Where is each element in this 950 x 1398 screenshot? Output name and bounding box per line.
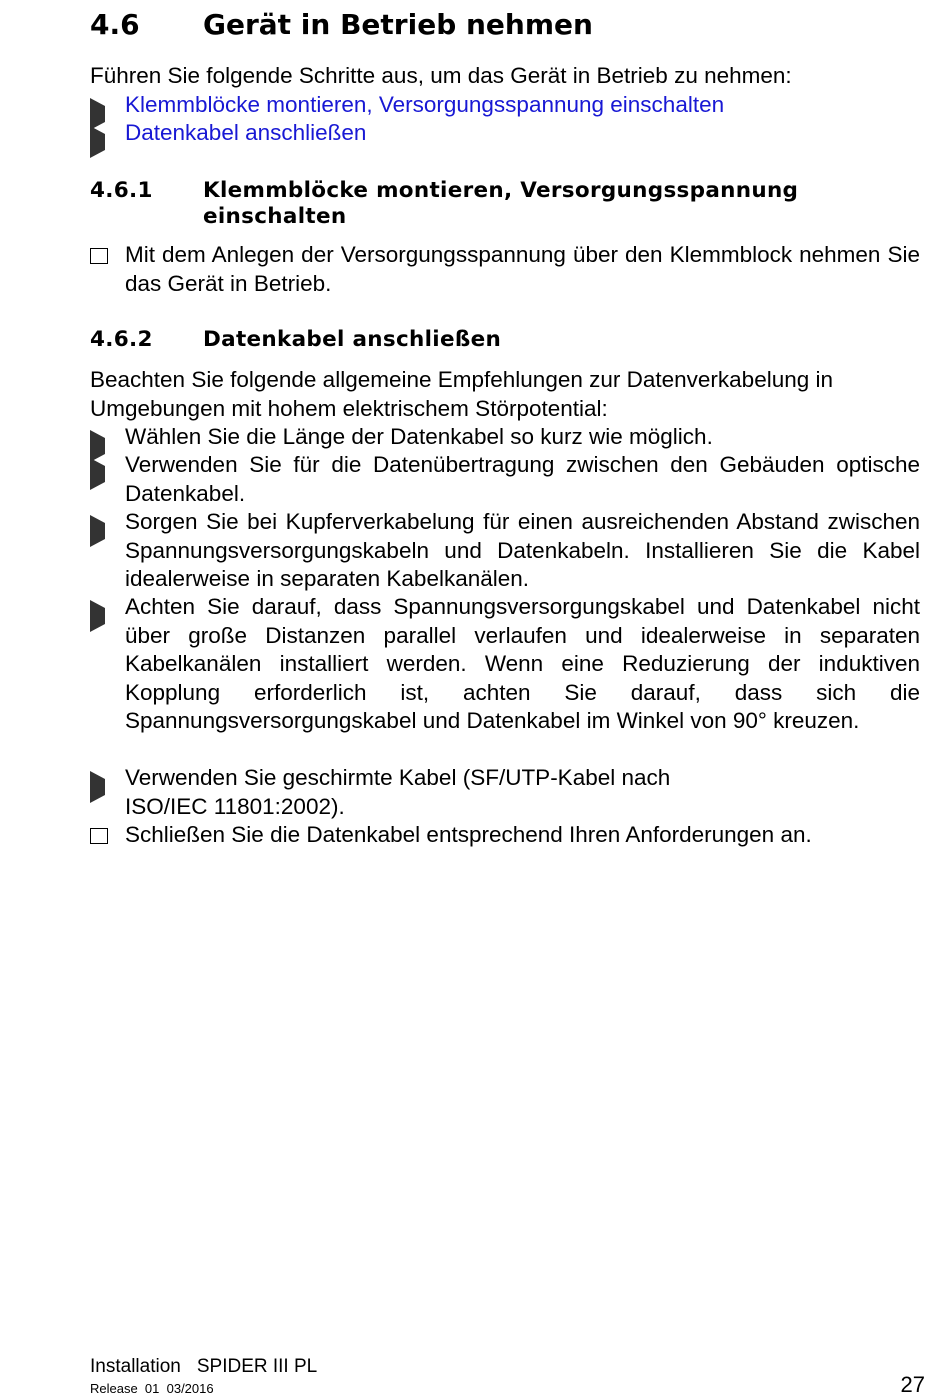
- footer-release: Release 01 03/2016: [90, 1381, 214, 1396]
- section-title: Gerät in Betrieb nehmen: [203, 8, 593, 41]
- page-number: 27: [900, 1372, 925, 1397]
- section-title-line-1: Klemmblöcke montieren, Versorgungsspannung: [203, 178, 799, 203]
- link-item[interactable]: [90, 119, 920, 148]
- bullet-text: Verwenden Sie geschirmte Kabel (SF/UTP-Kabel nach ISO/IEC 11801:2002).: [125, 765, 671, 819]
- step-text: Mit dem Anlegen der Versorgungsspannung über den Klemmblock nehmen Sie das Gerät in Betrieb.: [125, 242, 920, 296]
- arrow-bullet-icon: [90, 126, 123, 158]
- step-item: [90, 821, 920, 850]
- link-klemmbloecke[interactable]: Klemmblöcke montieren, Versorgungsspannung einschalten: [125, 92, 725, 117]
- bullet-item: [90, 593, 920, 736]
- step-text: Schließen Sie die Datenkabel entsprechend Ihren Anforderungen an.: [125, 822, 812, 847]
- intro-paragraph: Führen Sie folgende Schritte aus, um das Gerät in Betrieb zu nehmen:: [90, 63, 792, 88]
- link-item[interactable]: [90, 91, 920, 120]
- intro-paragraph: Beachten Sie folgende allgemeine Empfehlungen zur Datenverkabelung in Umgebungen mit hohem elektrischem Störpotential:: [90, 367, 834, 421]
- step-item: [90, 241, 920, 298]
- section-heading-4-6: [90, 8, 920, 41]
- footer-product: SPIDER III PL: [196, 1356, 318, 1377]
- bullet-item: [90, 764, 920, 821]
- section-number: 4.6.1: [90, 178, 153, 203]
- bullet-item: [90, 508, 920, 594]
- footer-title: [90, 1356, 317, 1378]
- section-number: 4.6.2: [90, 327, 153, 352]
- footer-section: Installation: [90, 1356, 181, 1377]
- bullet-item: [90, 423, 920, 452]
- section-number: 4.6: [90, 8, 140, 41]
- bullet-text: Wählen Sie die Länge der Datenkabel so kurz wie möglich.: [125, 424, 713, 449]
- step-checkbox-icon: [90, 828, 108, 844]
- section-heading-4-6-1: [90, 178, 920, 230]
- section-title: Datenkabel anschließen: [203, 327, 502, 352]
- bullet-text: Verwenden Sie für die Datenübertragung zwischen den Gebäuden optische Datenkabel.: [125, 452, 920, 506]
- section-title-line-2: einschalten: [203, 204, 347, 229]
- arrow-bullet-icon: [90, 771, 123, 803]
- arrow-bullet-icon: [90, 458, 123, 490]
- bullet-text: Sorgen Sie bei Kupferverkabelung für einen ausreichenden Abstand zwischen Spannungsversorgungskabeln und Datenkabeln. Installieren Sie die Kabel idealerweise in separaten Kabelkanälen.: [125, 509, 920, 591]
- bullet-text: Achten Sie darauf, dass Spannungsversorgungskabel und Datenkabel nicht über große Distanzen parallel verlaufen und idealerweise in separaten Kabelkanälen installiert werden. Wenn eine Reduzierung der induktiven Kopplung erforderlich ist, achten Sie darauf, dass sich die Spannungsversorgungskabel und Datenkabel im Winkel von 90° kreuzen.: [125, 594, 920, 733]
- section-heading-4-6-2: [90, 327, 920, 353]
- link-datenkabel[interactable]: Datenkabel anschließen: [125, 120, 367, 145]
- arrow-bullet-icon: [90, 515, 123, 547]
- step-checkbox-icon: [90, 248, 108, 264]
- bullet-item: [90, 451, 920, 508]
- arrow-bullet-icon: [90, 600, 123, 632]
